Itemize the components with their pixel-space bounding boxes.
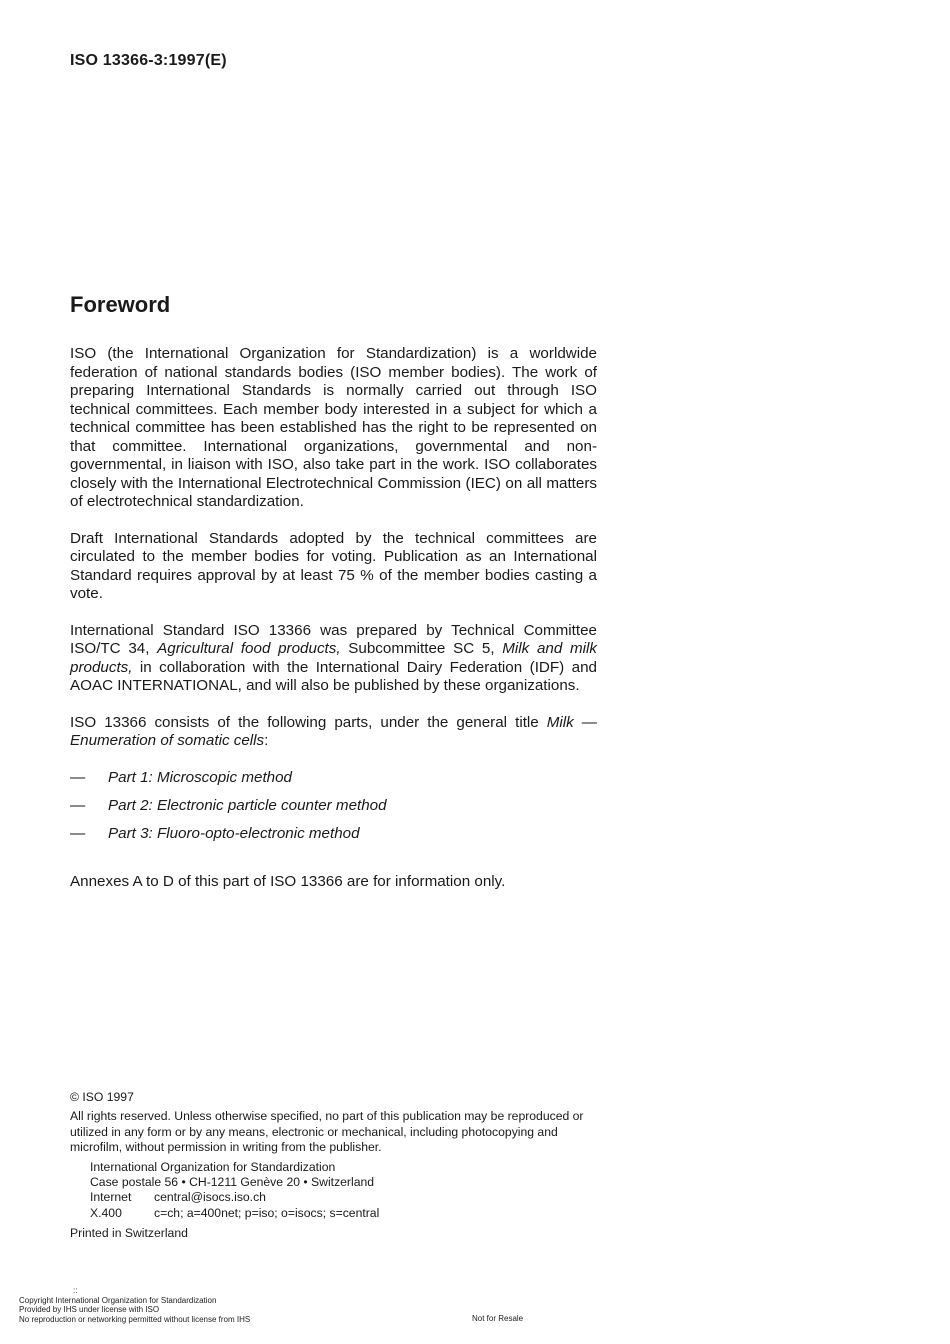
copyright-line: © ISO 1997 [70, 1090, 134, 1104]
italic-run: Milk and milk products, [70, 640, 597, 676]
postal-address: Case postale 56 • CH-1211 Genève 20 • Switzerland [90, 1175, 375, 1190]
list-item [70, 769, 597, 797]
dash-bullet: — [70, 824, 86, 842]
internet-label: Internet [90, 1190, 132, 1205]
footer-line: Provided by IHS under license with ISO [19, 1305, 160, 1314]
text-run: in collaboration with the International Dairy Federation (IDF) and AOAC INTERNATIONAL, and will also be published by these organizations. [70, 658, 597, 694]
text-run: Subcommittee SC 5, [340, 640, 503, 657]
annex-note: Annexes A to D of this part of ISO 13366 are for information only. [70, 872, 506, 890]
org-name: International Organization for Standardization [90, 1159, 336, 1174]
publisher-address [90, 1160, 600, 1222]
not-for-resale: Not for Resale [472, 1314, 524, 1323]
paragraph-draft-standards: Draft International Standards adopted by the technical committees are circulated to the member bodies for voting. Publication as an International Standard requires approval by at least 75 % of the member bodies casting a vote. [70, 529, 597, 602]
italic-run: Milk — Enumeration of somatic cells [70, 713, 597, 749]
x400-row [90, 1206, 600, 1221]
dash-bullet: — [70, 768, 86, 786]
printed-in: Printed in Switzerland [70, 1226, 188, 1241]
footer-line: No reproduction or networking permitted without license from IHS [19, 1314, 251, 1324]
footer-dots: :: [73, 1286, 78, 1295]
x400-label: X.400 [90, 1205, 122, 1220]
part-title: Part 2: Electronic particle counter method [108, 796, 387, 814]
parts-list [70, 769, 597, 853]
foreword-body [70, 345, 597, 909]
part-title: Part 1: Microscopic method [108, 768, 293, 786]
text-run: ISO 13366 consists of the following parts, under the general title [70, 713, 547, 731]
x400-value: c=ch; a=400net; p=iso; o=isocs; s=central [154, 1205, 380, 1220]
text-run: : [264, 732, 269, 749]
paragraph-preparation [70, 622, 597, 696]
paragraph-parts-intro [70, 714, 597, 751]
internet-row [90, 1190, 600, 1205]
license-footer [19, 1286, 619, 1324]
part-title: Part 3: Fluoro-opto-electronic method [108, 824, 360, 842]
rights-notice: All rights reserved. Unless otherwise specified, no part of this publication may be reproduced or utilized in any form or by any means, electronic or mechanical, including photocopying and microfilm, without permission in writing from the publisher. [70, 1109, 584, 1155]
copyright-block [70, 1090, 600, 1242]
paragraph-iso-intro: ISO (the International Organization for Standardization) is a worldwide federation of national standards bodies (ISO member bodies). The work of preparing International Standards is normally carried out through ISO technical committees. Each member body interested in a subject for which a technical committee has been established has the right to be represented on that committee. International organizations, governmental and non-governmental, in liaison with ISO, also take part in the work. ISO collaborates closely with the International Electrotechnical Commission (IEC) on all matters of electrotechnical standardization. [70, 345, 597, 510]
italic-run: Agricultural food products, [157, 640, 341, 657]
text-run: International Standard ISO 13366 was prepared by Technical Committee ISO/TC 34, [70, 621, 597, 657]
list-item [70, 797, 597, 825]
list-item [70, 825, 597, 853]
footer-line: Copyright International Organization for Standardization [19, 1295, 217, 1305]
dash-bullet: — [70, 796, 86, 814]
foreword-title: Foreword [70, 292, 171, 317]
internet-value: central@isocs.iso.ch [154, 1190, 266, 1205]
document-id: ISO 13366-3:1997(E) [70, 52, 227, 69]
